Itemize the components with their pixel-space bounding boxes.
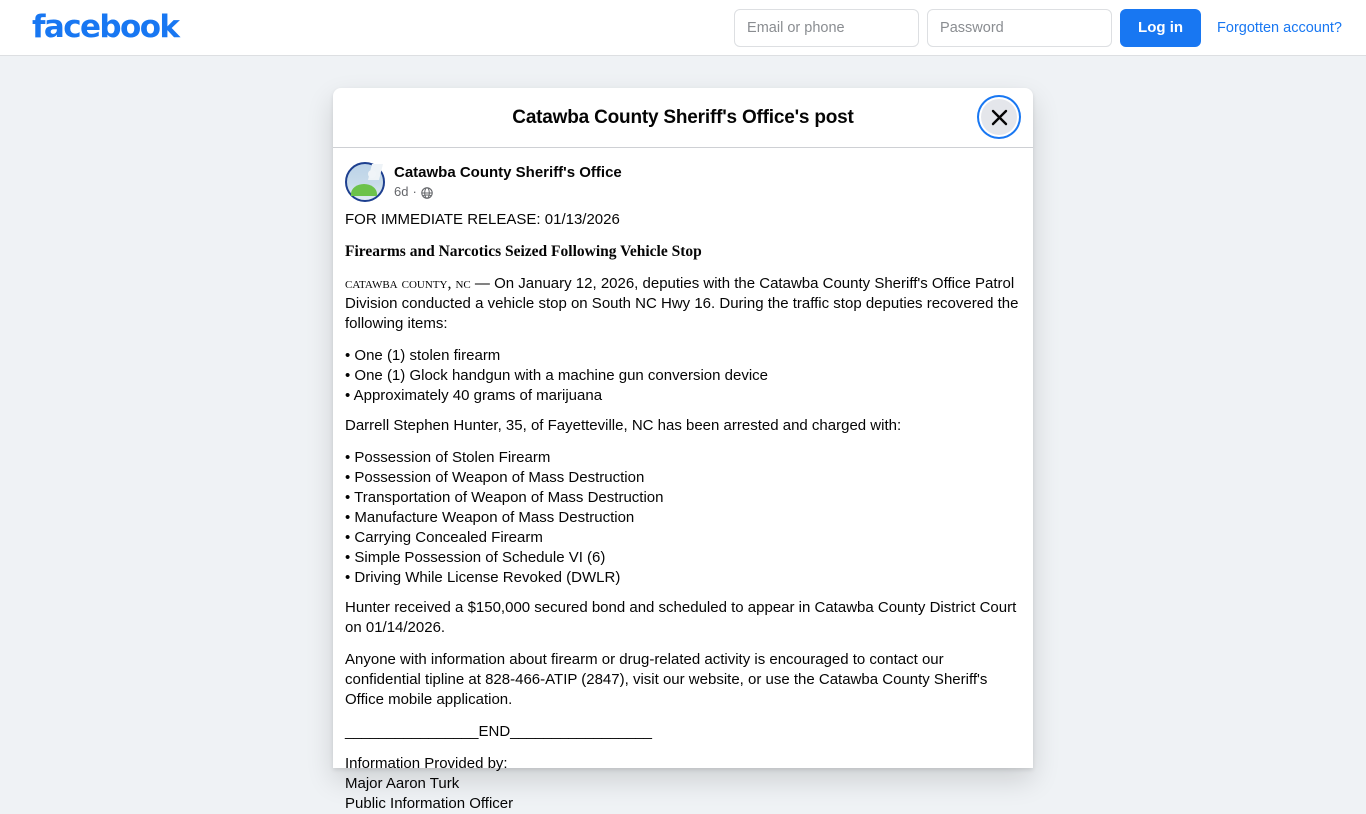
provided-by-label: Information Provided by: <box>345 755 508 772</box>
facebook-logo[interactable]: facebook <box>32 9 179 45</box>
post-timestamp[interactable]: 6d <box>394 184 409 199</box>
list-item: • Possession of Stolen Firearm <box>345 449 551 466</box>
log-in-button[interactable]: Log in <box>1120 9 1201 47</box>
list-item: • Approximately 40 grams of marijuana <box>345 387 603 404</box>
post-content <box>333 148 1033 812</box>
bond-paragraph: Hunter received a $150,000 secured bond and scheduled to appear in Catawba County District Court on 01/14/2026. <box>345 599 1017 636</box>
list-item: • One (1) stolen firearm <box>345 347 501 364</box>
list-item: • One (1) Glock handgun with a machine gun conversion device <box>345 367 768 384</box>
login-form <box>734 9 1342 47</box>
post-text <box>345 210 1021 814</box>
meta-separator: · <box>412 184 417 199</box>
list-item: • Transportation of Weapon of Mass Destruction <box>345 489 664 506</box>
close-button[interactable] <box>981 99 1017 135</box>
post-dialog <box>333 88 1033 812</box>
facebook-top-bar <box>0 0 1366 56</box>
charges-list <box>345 448 1021 588</box>
list-item: • Possession of Weapon of Mass Destruction <box>345 469 645 486</box>
list-item: • Driving While License Revoked (DWLR) <box>345 569 621 586</box>
list-item: • Manufacture Weapon of Mass Destruction <box>345 509 635 526</box>
lede-text: — On January 12, 2026, deputies with the Catawba County Sheriff's Office Patrol Division conducted a vehicle stop on South NC Hwy 16. During the traffic stop deputies recovered the following items: <box>345 275 1019 332</box>
avatar-sun-glyph <box>368 170 376 178</box>
globe-icon[interactable] <box>421 186 433 198</box>
forgotten-account-link[interactable]: Forgotten account? <box>1217 19 1342 36</box>
avatar-hill-glyph <box>351 184 377 196</box>
avatar[interactable] <box>345 162 385 202</box>
password-input[interactable] <box>927 9 1112 47</box>
press-release-headline: Firearms and Narcotics Seized Following Vehicle Stop <box>345 243 702 260</box>
dialog-title: Catawba County Sheriff's Office's post <box>512 106 854 128</box>
list-item: • Simple Possession of Schedule VI (6) <box>345 549 606 566</box>
tipline-paragraph: Anyone with information about firearm or drug-related activity is encouraged to contact our confidential tipline at 828-466-ATIP (2847), visit our website, or use the Catawba County Sheriff's Office mobile application. <box>345 651 988 708</box>
provided-by-name: Major Aaron Turk <box>345 775 460 792</box>
provided-by-title: Public Information Officer <box>345 795 514 812</box>
post-author-row <box>345 162 1021 210</box>
lede-paragraph <box>345 274 1021 334</box>
release-line: FOR IMMEDIATE RELEASE: 01/13/2026 <box>345 211 620 228</box>
signature-block <box>345 754 1021 814</box>
author-meta <box>394 162 622 201</box>
close-icon <box>991 109 1008 126</box>
seized-items-list <box>345 346 1021 406</box>
arrest-paragraph: Darrell Stephen Hunter, 35, of Fayetteville, NC has been arrested and charged with: <box>345 417 902 434</box>
end-separator: ________________END_________________ <box>345 723 652 740</box>
dialog-header <box>333 88 1033 148</box>
dateline: catawba county, nc <box>345 275 471 292</box>
list-item: • Carrying Concealed Firearm <box>345 529 543 546</box>
author-name[interactable]: Catawba County Sheriff's Office <box>394 164 622 181</box>
post-meta <box>394 183 622 201</box>
page-backdrop <box>0 56 1366 812</box>
email-or-phone-input[interactable] <box>734 9 919 47</box>
